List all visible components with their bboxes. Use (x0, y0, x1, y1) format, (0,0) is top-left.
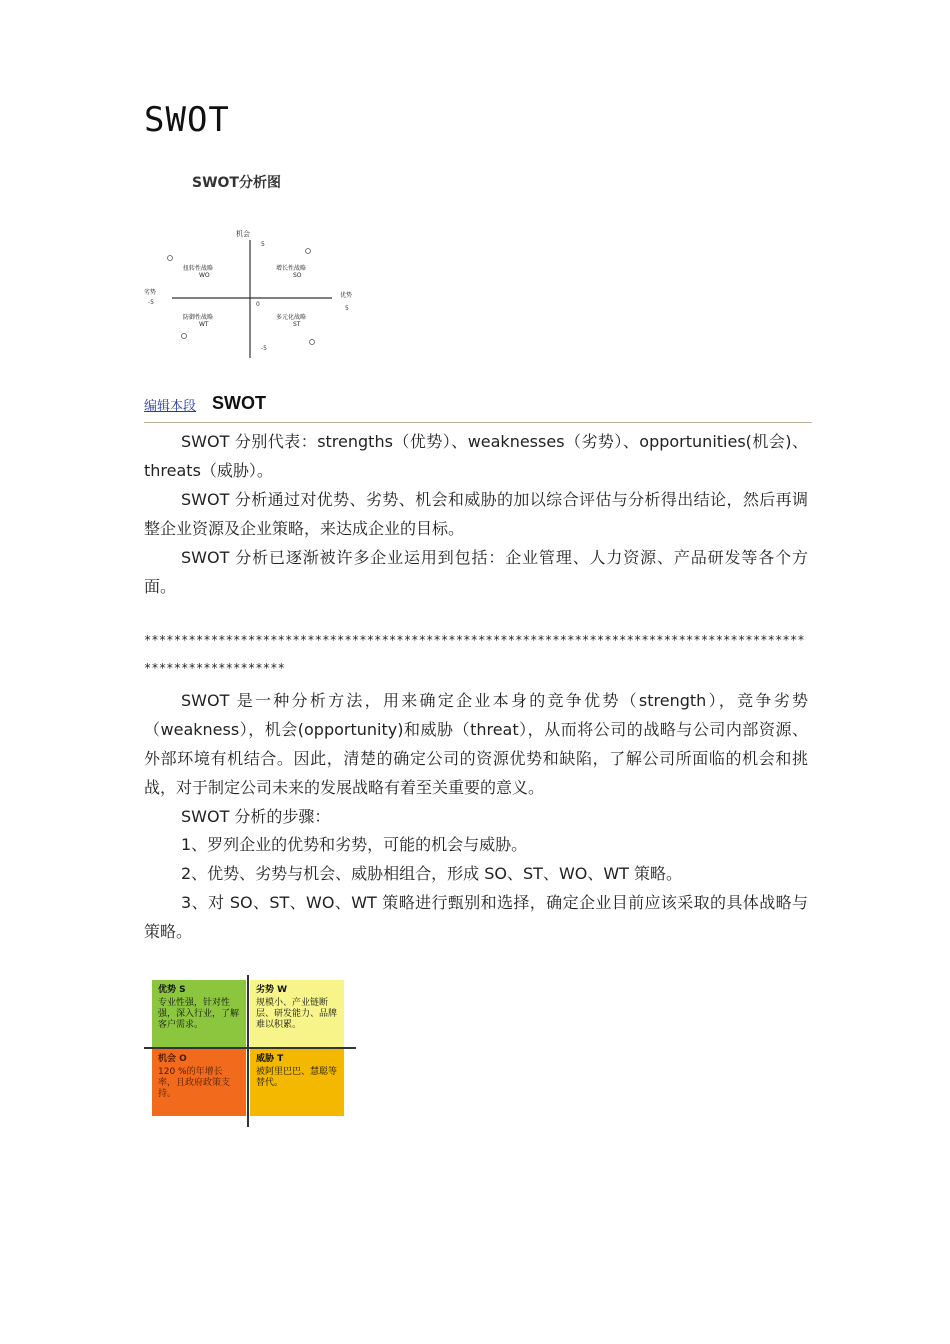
grid-horizontal-divider (144, 1047, 356, 1049)
grid-vertical-divider (247, 975, 249, 1127)
weakness-quadrant (250, 980, 344, 1047)
paragraph: 2、优势、劣势与机会、威胁相组合，形成 SO、ST、WO、WT 策略。 (181, 864, 683, 883)
swot-grid (144, 975, 356, 1127)
wt-code: WT (199, 321, 209, 328)
diamond-marker (182, 334, 187, 339)
paragraph: SWOT 分析的步骤： (181, 807, 331, 826)
top-axis-label: 机会 (236, 230, 250, 238)
edit-section-link[interactable]: 编辑本段 (144, 399, 197, 414)
paragraph: SWOT 分析通过对优势、劣势、机会和威胁的加以综合评估与分析得出结论，然后再调整企业资源及企业策略，来达成企业的目标。 (144, 490, 808, 538)
so-code: SO (293, 272, 302, 279)
threat-text: 被阿里巴巴、慧聪等替代。 (256, 1067, 338, 1088)
star-separator: ************************************************************************************************************ (144, 633, 805, 675)
diamond-marker (306, 249, 311, 254)
opportunity-title: 机会 O (158, 1054, 187, 1064)
weakness-text: 规模小、产业链断层、研发能力、品牌难以积累。 (256, 998, 338, 1030)
paragraph: 1、罗列企业的优势和劣势，可能的机会与威胁。 (181, 835, 528, 854)
so-name: 增长性战略 (276, 265, 307, 272)
section-heading: SWOT (212, 393, 266, 413)
section-header (144, 390, 812, 423)
bottom-axis-value: -5 (261, 345, 267, 352)
diamond-marker (168, 256, 173, 261)
wt-name: 防御性战略 (183, 314, 214, 321)
page-title: SWOT (144, 100, 230, 140)
diamond-marker (310, 340, 315, 345)
paragraph: SWOT 是一种分析方法，用来确定企业本身的竞争优势（strength），竞争劣势（weakness），机会(opportunity)和威胁（threat），从而将公司的战略与公司内部资源、外部环境有机结合。因此，清楚的确定公司的资源优势和缺陷，了解公司所面临的机会和挑战，对于制定公司未来的发展战略有着至关重要的意义。 (144, 691, 808, 797)
left-axis-label: 劣势 (144, 289, 157, 296)
opportunity-quadrant (152, 1049, 246, 1116)
paragraph: SWOT 分析已逐渐被许多企业运用到包括：企业管理、人力资源、产品研发等各个方面。 (144, 548, 808, 596)
strength-text: 专业性强，针对性强，深入行业，了解客户需求。 (158, 998, 240, 1030)
st-code: ST (293, 321, 301, 328)
top-axis-value: 5 (261, 241, 265, 248)
weakness-title: 劣势 W (256, 985, 288, 995)
threat-title: 威胁 T (256, 1054, 284, 1064)
swot-axis-figure (140, 160, 365, 365)
wo-code: WO (199, 272, 210, 279)
st-name: 多元化战略 (276, 314, 307, 321)
origin-label: 0 (256, 301, 260, 308)
strength-title: 优势 S (158, 985, 186, 995)
figure-heading: SWOT分析图 (192, 175, 281, 191)
paragraph: 3、对 SO、ST、WO、WT 策略进行甄别和选择，确定企业目前应该采取的具体战略与策略。 (144, 893, 808, 941)
right-axis-value: 5 (345, 305, 349, 312)
wo-name: 扭转性战略 (183, 265, 214, 272)
opportunity-text: 120 %的年增长率，且政府政策支持。 (158, 1067, 231, 1099)
left-axis-value: -5 (148, 299, 154, 306)
right-axis-label: 优势 (340, 292, 353, 299)
threat-quadrant (250, 1049, 344, 1116)
strength-quadrant (152, 980, 246, 1047)
paragraph: SWOT 分别代表：strengths（优势）、weaknesses（劣势）、opportunities(机会)、threats（威胁）。 (144, 432, 808, 480)
